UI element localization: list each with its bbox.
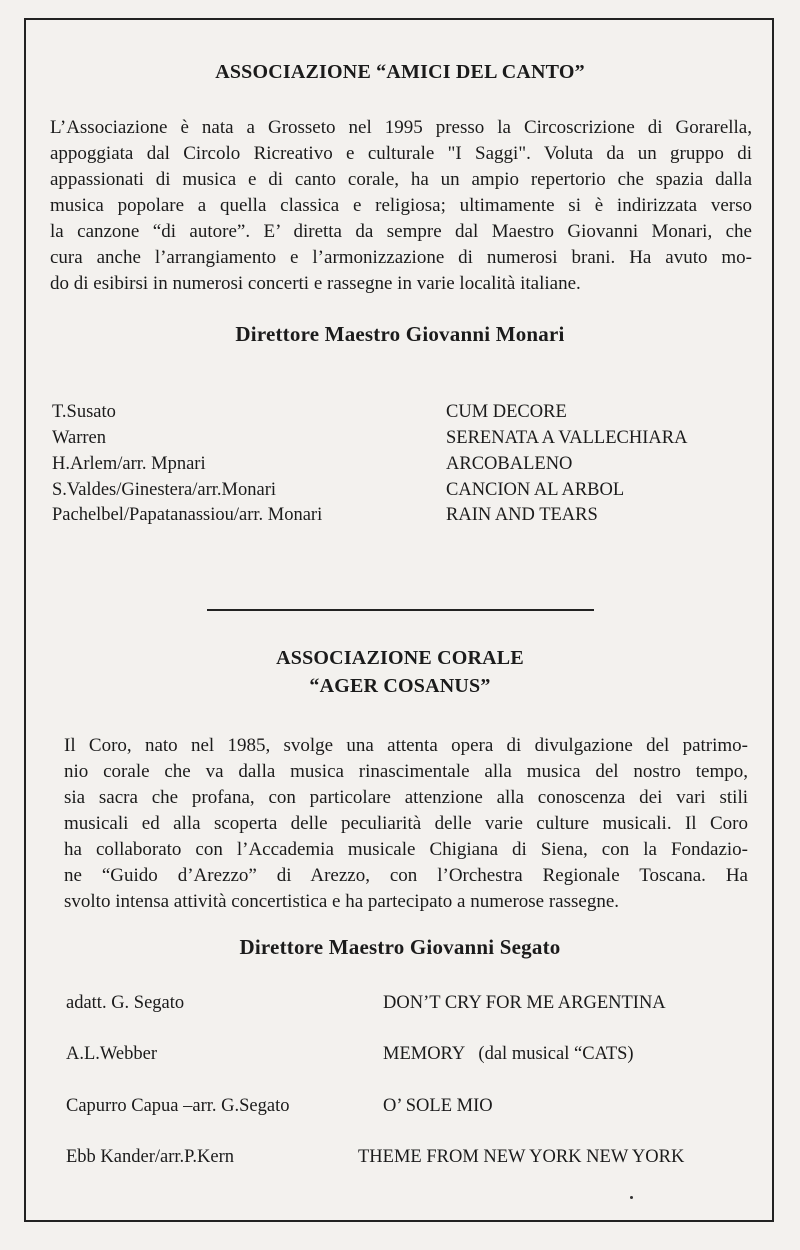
section2-paragraph-line: Il Coro, nato nel 1985, svolge una attenta opera di divulgazione del patrimo-	[64, 735, 748, 756]
section2-paragraph	[64, 733, 748, 915]
section1-director: Direttore Maestro Giovanni Monari	[235, 322, 565, 346]
program-title: CUM DECORE	[446, 402, 567, 422]
section2-title-line1: ASSOCIAZIONE CORALE	[276, 647, 524, 669]
section-divider	[207, 609, 594, 611]
section2-director: Direttore Maestro Giovanni Segato	[239, 935, 561, 959]
section2-paragraph-line: ne “Guido d’Arezzo” di Arezzo, con l’Orchestra Regionale Toscana. Ha	[64, 865, 748, 886]
program-title: SERENATA A VALLECHIARA	[446, 428, 688, 448]
section1-paragraph-line: do di esibirsi in numerosi concerti e rassegne in varie località italiane.	[50, 273, 581, 294]
program-title: THEME FROM NEW YORK NEW YORK	[358, 1147, 685, 1167]
section1-paragraph-line: appoggiata dal Circolo Ricreativo e culturale "I Saggi". Voluta da un gruppo di	[50, 143, 752, 164]
program-author: S.Valdes/Ginestera/arr.Monari	[52, 480, 276, 500]
program-author: Capurro Capua –arr. G.Segato	[66, 1096, 290, 1116]
program-author: adatt. G. Segato	[66, 993, 185, 1013]
section2-paragraph-line: musicali ed alla scoperta delle peculiarità delle varie culture musicali. Il Coro	[64, 813, 748, 834]
section1-paragraph-line: L’Associazione è nata a Grosseto nel 1995 presso la Circoscrizione di Gorarella,	[50, 117, 752, 138]
section1-paragraph-line: cura anche l’arrangiamento e l’armonizzazione di numerosi brani. Ha avuto mo-	[50, 247, 752, 268]
program-author: A.L.Webber	[66, 1044, 157, 1064]
program-author: Ebb Kander/arr.P.Kern	[66, 1147, 234, 1167]
section2-paragraph-line: ha collaborato con l’Accademia musicale Chigiana di Siena, con la Fondazio-	[64, 839, 748, 860]
section1-paragraph-line: musica popolare a quella classica e religiosa; ultimamente si è indirizzata verso	[50, 195, 752, 216]
section1-paragraph-line: la canzone “di autore”. E’ diretta da sempre dal Maestro Giovanni Monari, che	[50, 221, 752, 242]
section2-paragraph-line: svolto intensa attività concertistica e ha partecipato a numerose rassegne.	[64, 891, 620, 912]
section1-title: ASSOCIAZIONE “AMICI DEL CANTO”	[215, 61, 585, 83]
program-author: H.Arlem/arr. Mpnari	[52, 454, 206, 474]
program-title: CANCION AL ARBOL	[446, 480, 625, 500]
program-title: ARCOBALENO	[446, 454, 573, 474]
program-author: Pachelbel/Papatanassiou/arr. Monari	[52, 505, 323, 525]
program-author: Warren	[52, 428, 106, 448]
program-author: T.Susato	[52, 402, 116, 422]
program-title: DON’T CRY FOR ME ARGENTINA	[383, 993, 666, 1013]
section2-paragraph-line: nio corale che va dalla musica rinascimentale alla musica del nostro tempo,	[64, 761, 748, 782]
section2-paragraph-line: sia sacra che profana, con particolare attenzione alla conoscenza dei vari stili	[64, 787, 748, 808]
section1-paragraph-line: appassionati di musica e di canto corale, ha un ampio repertorio che spazia dalla	[50, 169, 752, 190]
print-speck	[630, 1196, 633, 1199]
section2-title-line2: “AGER COSANUS”	[309, 675, 491, 697]
program-title: MEMORY (dal musical “CATS)	[383, 1044, 634, 1064]
section1-paragraph	[50, 115, 752, 297]
program-title: RAIN AND TEARS	[446, 505, 598, 525]
program-title: O’ SOLE MIO	[383, 1096, 493, 1116]
